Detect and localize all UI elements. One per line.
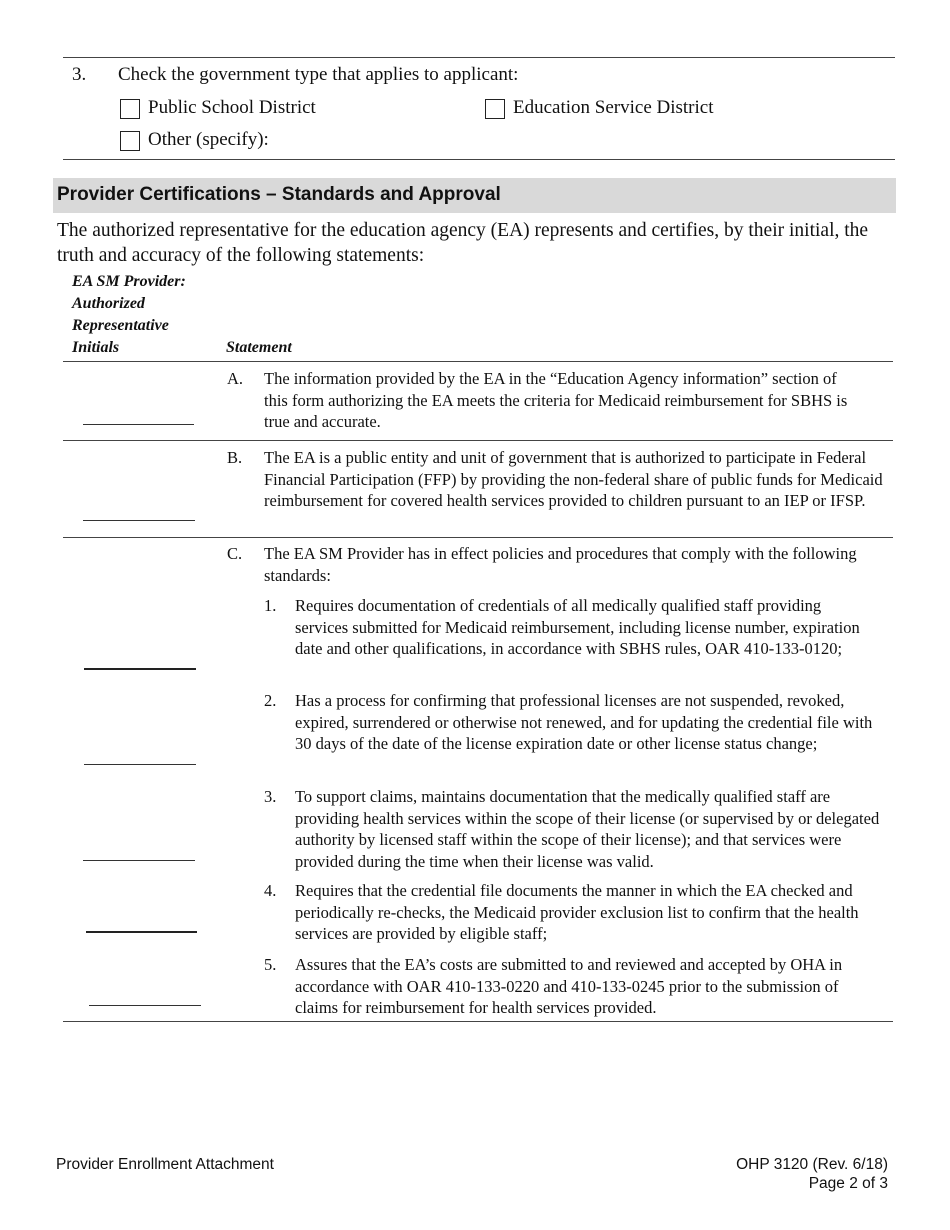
- subitem-4-text: Requires that the credential file documents the manner in which the EA checked and periodically re-checks, the Medicaid provider exclusion list to confirm that the health services are provided by eligible staff;: [295, 881, 859, 943]
- row-b-rule: [63, 537, 893, 538]
- subitem-1-initials-line[interactable]: [84, 668, 196, 670]
- item-b-text: The EA is a public entity and unit of government that is authorized to participate in Federal Financial Participation (FFP) by providing the non-federal share of public funds for Medicaid reimbursement for covered health services provided to children pursuant to an IEP or IFSP.: [264, 448, 883, 510]
- subitem-2-initials-line[interactable]: [84, 764, 196, 765]
- footer-left: Provider Enrollment Attachment: [56, 1156, 274, 1173]
- subitem-1-text: Requires documentation of credentials of all medically qualified staff providing services submitted for Medicaid reimbursement, including license number, expiration date and other qualifications, in accordance with SBHS rules, OAR 410-133-0120;: [295, 596, 860, 658]
- form-id: OHP 3120 (Rev. 6/18): [736, 1156, 888, 1173]
- education-service-district-checkbox[interactable]: [485, 99, 505, 119]
- other-specify-checkbox[interactable]: [120, 131, 140, 151]
- subitem-5-text: Assures that the EA’s costs are submitted to and reviewed and accepted by OHA in accordance with OAR 410-133-0220 and 410-133-0245 prior to the submission of claims for reimbursement for health services provided.: [295, 955, 843, 1017]
- item-b-initials-line[interactable]: [83, 520, 195, 521]
- table-header-rule: [63, 361, 893, 362]
- subitem-2-text: Has a process for confirming that professional licenses are not suspended, revoked, expired, surrendered or otherwise not renewed, and for updating the credential file with 30 days of the date of the license expiration date or other license status change;: [295, 691, 873, 753]
- item-c-text: The EA SM Provider has in effect policies and procedures that comply with the following standards:: [264, 544, 857, 585]
- item-c-letter: C.: [227, 544, 243, 563]
- item-a-initials-line[interactable]: [83, 424, 194, 425]
- public-school-district-checkbox[interactable]: [120, 99, 140, 119]
- question-3-number: 3.: [72, 64, 87, 85]
- question-3-prompt: Check the government type that applies to applicant:: [118, 64, 519, 85]
- subitem-5-initials-line[interactable]: [89, 1005, 201, 1006]
- row-a-rule: [63, 440, 893, 441]
- statement-column-header: Statement: [226, 339, 292, 356]
- subitem-1-number: 1.: [264, 596, 277, 615]
- initials-column-header: [72, 271, 186, 359]
- subitem-3-initials-line[interactable]: [83, 860, 195, 861]
- subitem-4-number: 4.: [264, 881, 277, 900]
- initials-header-line: Initials: [72, 339, 120, 356]
- subitem-3-text: To support claims, maintains documentation that the medically qualified staff are providing health services within the scope of their license (or supervised by or delegated authority by licensed staff within the scope of their license); and that services were provided during the time when their license was valid.: [295, 787, 880, 871]
- item-a-text: The information provided by the EA in the “Education Agency information” section of this form authorizing the EA meets the criteria for Medicaid reimbursement for SBHS is true and accurate.: [264, 369, 848, 431]
- other-specify-label: Other (specify):: [148, 129, 269, 150]
- footer-right: [736, 1155, 888, 1193]
- question-3-bottom-rule: [63, 159, 895, 160]
- initials-header-line: Representative: [72, 317, 169, 334]
- subitem-2-number: 2.: [264, 691, 277, 710]
- subitem-5-number: 5.: [264, 955, 277, 974]
- top-rule: [63, 57, 895, 58]
- subitem-3-number: 3.: [264, 787, 277, 806]
- public-school-district-label: Public School District: [148, 97, 316, 118]
- initials-header-line: EA SM Provider:: [72, 273, 186, 290]
- item-a-letter: A.: [227, 369, 244, 388]
- section-intro: The authorized representative for the education agency (EA) represents and certifies, by their initial, the truth and accuracy of the following statements:: [57, 220, 869, 266]
- initials-header-line: Authorized: [72, 295, 145, 312]
- education-service-district-label: Education Service District: [513, 97, 714, 118]
- table-bottom-rule: [63, 1021, 893, 1022]
- item-b-letter: B.: [227, 448, 243, 467]
- page-number: Page 2 of 3: [808, 1175, 888, 1192]
- section-title: Provider Certifications – Standards and Approval: [57, 184, 501, 205]
- subitem-4-initials-line[interactable]: [86, 931, 197, 933]
